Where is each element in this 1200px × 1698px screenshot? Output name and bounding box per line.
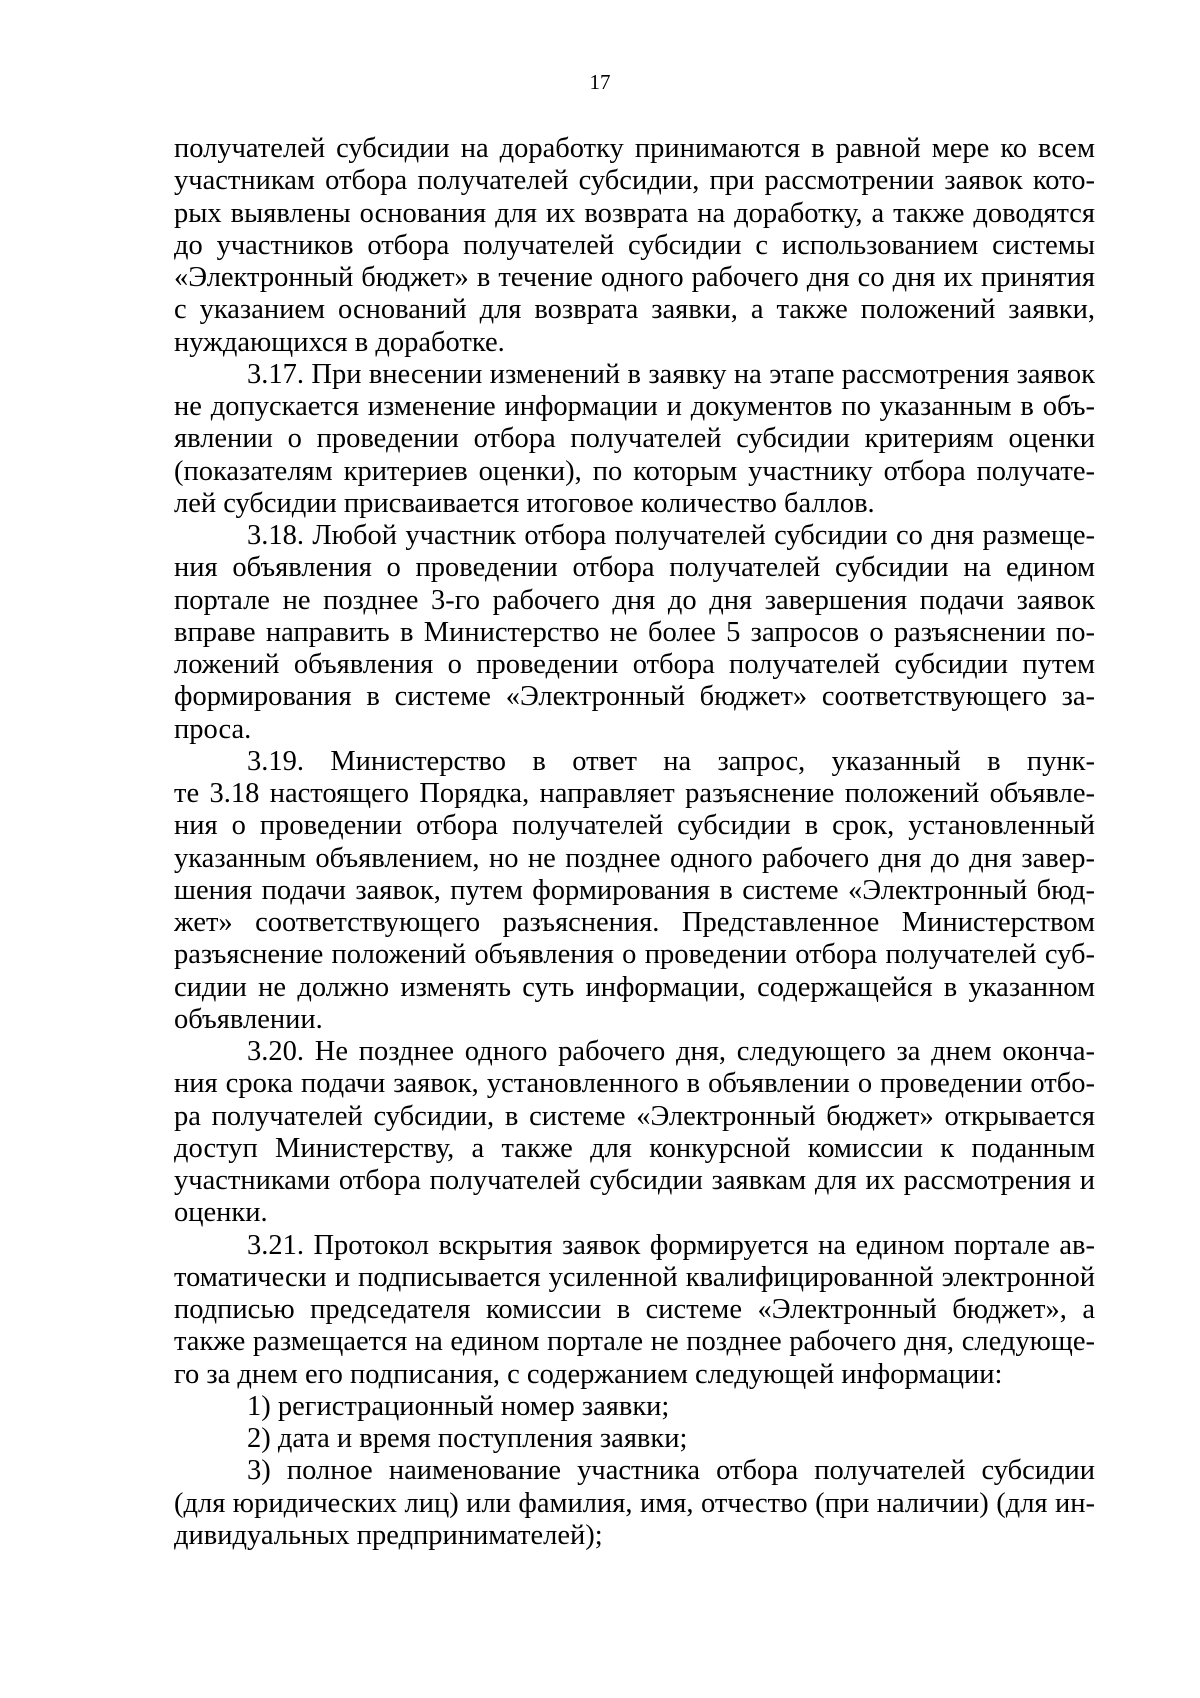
text-line: ния о проведении отбора получателей субсидии в срок, установленный [174, 810, 1095, 842]
text-line: рых выявлены основания для их возврата на доработку, а также доводятся [174, 197, 1095, 229]
page-number: 17 [589, 70, 611, 94]
text-line: томатически и подписывается усиленной квалифицированной электронной [174, 1261, 1095, 1293]
text-line: 3.21. Протокол вскрытия заявок формируется на едином портале ав- [247, 1229, 1095, 1261]
text-line: доступ Министерству, а также для конкурсной комиссии к поданным [174, 1132, 1095, 1164]
paragraph-3-18 [174, 520, 1095, 746]
text-line: участниками отбора получателей субсидии заявкам для их рассмотрения и [174, 1165, 1095, 1196]
list-item-1 [174, 1391, 1095, 1423]
text-line: жет» соответствующего разъяснения. Представленное Министерством [174, 907, 1095, 938]
paragraph-3-19 [174, 746, 1095, 1036]
text-line: (показателям критериев оценки), по которым участнику отбора получате- [174, 455, 1095, 487]
list-item-2 [174, 1423, 1095, 1455]
paragraph-3-20 [174, 1036, 1095, 1230]
document-body [174, 133, 1095, 1552]
text-line: подписью председателя комиссии в системе «Электронный бюджет», а [174, 1294, 1095, 1325]
text-line: те 3.18 настоящего Порядка, направляет разъяснение положений объявле- [174, 778, 1095, 809]
text-line: 3.19. Министерство в ответ на запрос, указанный в пунк- [247, 745, 1095, 777]
paragraph-3-17 [174, 359, 1095, 520]
text-line: 3) полное наименование участника отбора получателей субсидии [247, 1455, 1095, 1487]
text-line: также размещается на едином портале не позднее рабочего дня, следующе- [174, 1326, 1095, 1358]
text-line: нуждающихся в доработке. [174, 326, 505, 358]
list-item-3 [174, 1455, 1095, 1552]
text-line: го за днем его подписания, с содержанием следующей информации: [174, 1358, 1003, 1390]
text-line: вправе направить в Министерство не более 5 запросов о разъяснении по- [174, 616, 1095, 648]
text-line: разъяснение положений объявления о проведении отбора получателей суб- [174, 939, 1095, 971]
text-line: получателей субсидии на доработку принимаются в равной мере ко всем [174, 133, 1095, 164]
text-line: шения подачи заявок, путем формирования в системе «Электронный бюд- [174, 874, 1095, 906]
text-line: 3.17. При внесении изменений в заявку на этапе рассмотрения заявок [247, 358, 1095, 390]
paragraph-3-21 [174, 1230, 1095, 1391]
text-line: 3.20. Не позднее одного рабочего дня, следующего за днем оконча- [247, 1036, 1095, 1067]
text-line: ложений объявления о проведении отбора получателей субсидии путем [174, 649, 1095, 680]
text-line: 1) регистрационный номер заявки; [247, 1390, 670, 1422]
text-line: ния объявления о проведении отбора получателей субсидии на едином [174, 552, 1095, 584]
text-line: (для юридических лиц) или фамилия, имя, отчество (при наличии) (для ин- [174, 1487, 1095, 1519]
text-line: лей субсидии присваивается итоговое количество баллов. [174, 487, 875, 519]
text-line: 2) дата и время поступления заявки; [247, 1423, 688, 1454]
text-line: формирования в системе «Электронный бюджет» соответствующего за- [174, 681, 1095, 713]
text-line: не допускается изменение информации и документов по указанным в объ- [174, 391, 1095, 422]
text-line: портале не позднее 3-го рабочего дня до дня завершения подачи заявок [174, 584, 1095, 616]
text-line: объявлении. [174, 1003, 323, 1035]
text-line: указанным объявлением, но не позднее одного рабочего дня до дня завер- [174, 842, 1095, 874]
text-line: с указанием оснований для возврата заявки, а также положений заявки, [174, 294, 1095, 326]
text-line: оценки. [174, 1197, 268, 1229]
text-line: участникам отбора получателей субсидии, при рассмотрении заявок кото- [174, 165, 1095, 197]
paragraph-continuation [174, 133, 1095, 359]
text-line: ра получателей субсидии, в системе «Электронный бюджет» открывается [174, 1100, 1095, 1132]
text-line: сидии не должно изменять суть информации, содержащейся в указанном [174, 971, 1095, 1003]
text-line: явлении о проведении отбора получателей субсидии критериям оценки [174, 423, 1095, 455]
text-line: проса. [174, 713, 252, 745]
text-line: ния срока подачи заявок, установленного в объявлении о проведении отбо- [174, 1068, 1095, 1100]
text-line: «Электронный бюджет» в течение одного рабочего дня со дня их принятия [174, 262, 1095, 293]
text-line: 3.18. Любой участник отбора получателей субсидии со дня размеще- [247, 520, 1095, 551]
text-line: дивидуальных предпринимателей); [174, 1519, 603, 1551]
text-line: до участников отбора получателей субсидии с использованием системы [174, 229, 1095, 261]
